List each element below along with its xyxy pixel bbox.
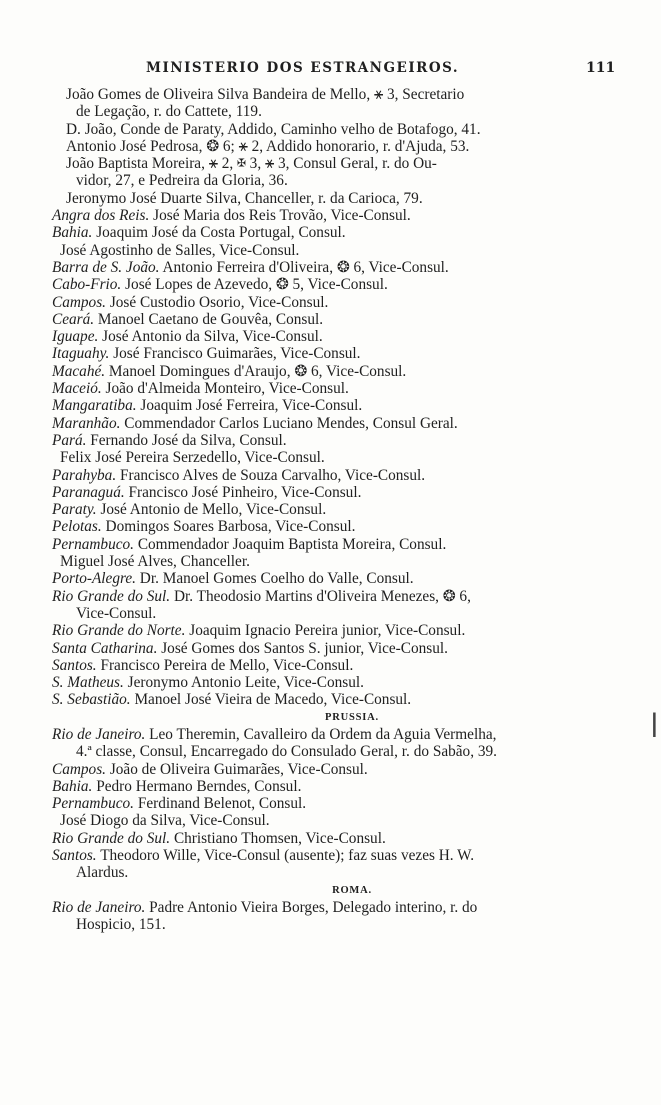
entry-text: Theodoro Wille, Vice-Consul (ausente); faz suas vezes H. W. bbox=[100, 847, 475, 865]
location-name: Paraty. bbox=[52, 501, 97, 519]
entry-text: Francisco José Pinheiro, Vice-Consul. bbox=[128, 483, 362, 501]
entry-text: Manoel Domingues d'Araujo, ❂ 6, Vice-Consul. bbox=[108, 362, 407, 380]
text-line bbox=[52, 207, 622, 224]
location-name: Mangaratiba. bbox=[52, 397, 137, 415]
text-line bbox=[52, 345, 622, 362]
entry-text: Antonio José Pedrosa, ❂ 6; ⚹ 2, Addido honorario, r. d'Ajuda, 53. bbox=[66, 137, 470, 155]
entry-text: vidor, 27, e Pedreira da Gloria, 36. bbox=[76, 172, 288, 190]
location-name: Campos. bbox=[52, 760, 106, 778]
text-line bbox=[52, 415, 622, 432]
entry-text: José Antonio de Mello, Vice-Consul. bbox=[100, 501, 327, 519]
text-line bbox=[52, 172, 622, 189]
entry-text: João Gomes de Oliveira Silva Bandeira de Mello, ⚹ 3, Secretario bbox=[66, 86, 465, 103]
location-name: S. Matheus. bbox=[52, 674, 124, 692]
text-line bbox=[52, 121, 622, 138]
entry-text: Francisco Alves de Souza Carvalho, Vice-Consul. bbox=[119, 466, 426, 484]
text-line bbox=[52, 363, 622, 380]
location-name: Angra dos Reis. bbox=[52, 207, 150, 225]
location-name: Campos. bbox=[52, 293, 106, 311]
page-header bbox=[0, 58, 661, 82]
text-line bbox=[52, 501, 622, 518]
text-line bbox=[52, 242, 622, 259]
text-line bbox=[52, 294, 622, 311]
entry-text: Commendador Joaquim Baptista Moreira, Consul. bbox=[137, 535, 447, 553]
entry-text: José Maria dos Reis Trovão, Vice-Consul. bbox=[153, 207, 411, 225]
text-line bbox=[52, 86, 622, 103]
entry-text: Alardus. bbox=[76, 864, 129, 882]
text-line bbox=[52, 622, 622, 639]
running-head: MINISTERIO DOS ESTRANGEIROS. bbox=[146, 60, 460, 76]
text-line bbox=[52, 259, 622, 276]
entry-text: Commendador Carlos Luciano Mendes, Consul Geral. bbox=[124, 414, 458, 432]
entry-text: de Legação, r. do Cattete, 119. bbox=[76, 103, 262, 121]
entry-text: Joaquim Ignacio Pereira junior, Vice-Consul. bbox=[189, 622, 466, 640]
text-line bbox=[52, 449, 622, 466]
location-name: Santos. bbox=[52, 847, 97, 865]
location-name: Rio de Janeiro. bbox=[52, 898, 146, 916]
text-line bbox=[52, 588, 622, 605]
entry-text: Domingos Soares Barbosa, Vice-Consul. bbox=[105, 518, 356, 536]
entry-text: Dr. Manoel Gomes Coelho do Valle, Consul. bbox=[139, 570, 414, 588]
entry-text: Antonio Ferreira d'Oliveira, ❂ 6, Vice-Consul. bbox=[162, 258, 449, 276]
text-line bbox=[52, 103, 622, 120]
text-line bbox=[52, 674, 622, 691]
text-line bbox=[52, 847, 622, 864]
text-line bbox=[52, 311, 622, 328]
entry-text: José Agostinho de Salles, Vice-Consul. bbox=[60, 241, 300, 259]
location-name: Rio Grande do Sul. bbox=[52, 829, 171, 847]
entry-text: Pedro Hermano Berndes, Consul. bbox=[96, 777, 302, 795]
location-name: Paranaguá. bbox=[52, 483, 125, 501]
text-line bbox=[52, 743, 622, 760]
entry-text: José Diogo da Silva, Vice-Consul. bbox=[60, 812, 270, 830]
directory-text bbox=[52, 86, 622, 934]
text-line bbox=[52, 224, 622, 241]
text-line bbox=[52, 553, 622, 570]
entry-text: José Lopes de Azevedo, ❂ 5, Vice-Consul. bbox=[125, 276, 388, 294]
location-name: Porto-Alegre. bbox=[52, 570, 136, 588]
text-line bbox=[52, 640, 622, 657]
entry-text: Joaquim José Ferreira, Vice-Consul. bbox=[140, 397, 363, 415]
location-name: Iguape. bbox=[52, 328, 99, 346]
entry-text: João d'Almeida Monteiro, Vice-Consul. bbox=[105, 380, 349, 398]
text-line bbox=[52, 726, 622, 743]
text-line bbox=[52, 190, 622, 207]
location-name: Santa Catharina. bbox=[52, 639, 158, 657]
location-name: Pelotas. bbox=[52, 518, 102, 536]
entry-text: José Francisco Guimarães, Vice-Consul. bbox=[113, 345, 361, 363]
entry-text: Ferdinand Belenot, Consul. bbox=[137, 795, 307, 813]
location-name: Pernambuco. bbox=[52, 795, 134, 813]
entry-text: João de Oliveira Guimarães, Vice-Consul. bbox=[109, 760, 368, 778]
location-name: Barra de S. João. bbox=[52, 258, 160, 276]
location-name: Rio de Janeiro. bbox=[52, 725, 146, 743]
text-line bbox=[52, 778, 622, 795]
text-line bbox=[52, 328, 622, 345]
text-line bbox=[52, 830, 622, 847]
entry-text: Manoel José Vieira de Macedo, Vice-Consul. bbox=[134, 691, 412, 709]
entry-text: Dr. Theodosio Martins d'Oliveira Menezes, ❂ 6, bbox=[173, 587, 471, 605]
location-name: Ceará. bbox=[52, 310, 95, 328]
text-line bbox=[52, 138, 622, 155]
entry-text: Christiano Thomsen, Vice-Consul. bbox=[173, 829, 386, 847]
text-line bbox=[52, 536, 622, 553]
text-line bbox=[52, 916, 622, 933]
text-line bbox=[52, 484, 622, 501]
entry-text: Miguel José Alves, Chanceller. bbox=[60, 553, 250, 571]
entry-text: Francisco Pereira de Mello, Vice-Consul. bbox=[100, 656, 354, 674]
text-line bbox=[52, 812, 622, 829]
entry-text: José Antonio da Silva, Vice-Consul. bbox=[102, 328, 323, 346]
entry-text: José Custodio Osorio, Vice-Consul. bbox=[109, 293, 329, 311]
text-line bbox=[52, 467, 622, 484]
entry-text: Joaquim José da Costa Portugal, Consul. bbox=[96, 224, 346, 242]
entry-text: José Gomes dos Santos S. junior, Vice-Consul. bbox=[161, 639, 448, 657]
section-heading: ROMA. bbox=[332, 884, 372, 896]
entry-text: João Baptista Moreira, ⚹ 2, ✠ 3, ⚹ 3, Consul Geral, r. do Ou- bbox=[66, 155, 437, 173]
location-name: Cabo-Frio. bbox=[52, 276, 122, 294]
entry-text: Jeronymo José Duarte Silva, Chanceller, r. da Carioca, 79. bbox=[66, 189, 423, 207]
text-line bbox=[52, 691, 622, 708]
entry-text: Manoel Caetano de Gouvêa, Consul. bbox=[97, 310, 324, 328]
text-line bbox=[52, 380, 622, 397]
location-name: Bahia. bbox=[52, 224, 93, 242]
entry-text: Jeronymo Antonio Leite, Vice-Consul. bbox=[127, 674, 364, 692]
location-name: Parahyba. bbox=[52, 466, 117, 484]
entry-text: Hospicio, 151. bbox=[76, 916, 166, 934]
text-line bbox=[52, 570, 622, 587]
entry-text: 4.ª classe, Consul, Encarregado do Consulado Geral, r. do Sabão, 39. bbox=[76, 743, 497, 761]
section-heading: PRUSSIA. bbox=[325, 711, 379, 723]
text-line bbox=[52, 864, 622, 881]
location-name: Rio Grande do Norte. bbox=[52, 622, 186, 640]
entry-text: Fernando José da Silva, Consul. bbox=[90, 431, 287, 449]
location-name: Itaguahy. bbox=[52, 345, 110, 363]
text-line bbox=[52, 397, 622, 414]
text-line bbox=[52, 761, 622, 778]
text-line bbox=[52, 657, 622, 674]
entry-text: Padre Antonio Vieira Borges, Delegado interino, r. do bbox=[149, 898, 478, 916]
location-name: Maceió. bbox=[52, 380, 102, 398]
entry-text: Vice-Consul. bbox=[76, 604, 157, 622]
entry-text: Felix José Pereira Serzedello, Vice-Consul. bbox=[60, 449, 325, 467]
location-name: Macahé. bbox=[52, 362, 106, 380]
location-name: S. Sebastião. bbox=[52, 691, 131, 709]
text-line bbox=[52, 432, 622, 449]
location-name: Bahia. bbox=[52, 777, 93, 795]
text-line bbox=[52, 899, 622, 916]
margin-mark: | bbox=[650, 708, 659, 737]
page-number: 111 bbox=[586, 60, 616, 76]
location-name: Rio Grande do Sul. bbox=[52, 587, 171, 605]
text-line bbox=[52, 605, 622, 622]
location-name: Pernambuco. bbox=[52, 535, 134, 553]
location-name: Maranhão. bbox=[52, 414, 121, 432]
location-name: Santos. bbox=[52, 656, 97, 674]
location-name: Pará. bbox=[52, 431, 87, 449]
text-line bbox=[52, 276, 622, 293]
text-line bbox=[52, 518, 622, 535]
entry-text: D. João, Conde de Paraty, Addido, Caminho velho de Botafogo, 41. bbox=[66, 120, 481, 138]
text-line bbox=[52, 155, 622, 172]
text-line bbox=[52, 795, 622, 812]
entry-text: Leo Theremin, Cavalleiro da Ordem da Aguia Vermelha, bbox=[149, 725, 497, 743]
